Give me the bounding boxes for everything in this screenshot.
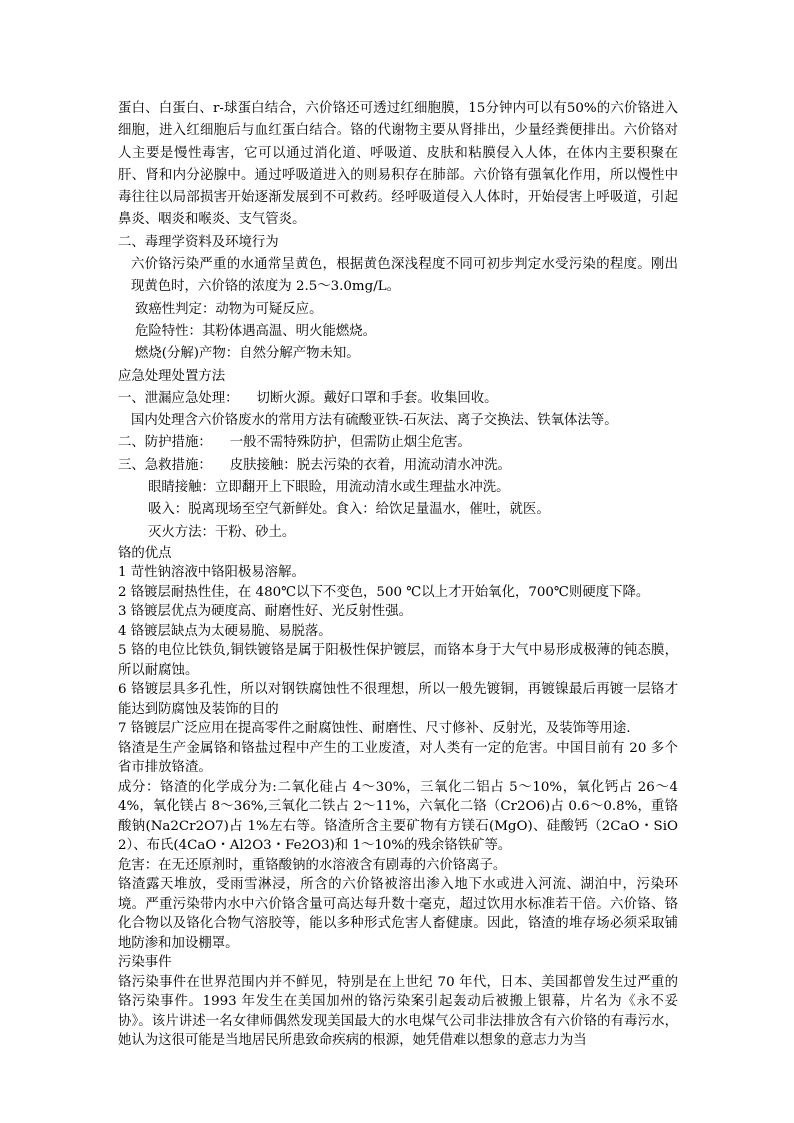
heading-toxicology: 二、毒理学资料及环境行为 (118, 234, 279, 250)
heading-chromium-advantages: 铬的优点 (118, 545, 172, 561)
list-item-3: 3 铬镀层优点为硬度高、耐磨性好、光反射性强。 (118, 604, 412, 620)
protection-label: 二、防护措施： (118, 435, 212, 451)
paragraph-slag-hazard: 危害：在无还原剂时，重铬酸钠的水溶液含有剧毒的六价铬离子。 (118, 857, 507, 873)
skin-contact-text: 皮肤接触：脱去污染的衣着，用流动清水冲洗。 (229, 457, 511, 473)
paragraph-inhalation: 吸入：脱离现场至空气新鲜处。食入：给饮足量温水，催吐，就医。 (148, 502, 550, 518)
paragraph-combustion: 燃烧(分解)产物：自然分解产物未知。 (135, 346, 360, 362)
document-page (118, 98, 678, 1051)
heading-pollution-events: 污染事件 (118, 955, 172, 971)
paragraph-hazard: 危险特性：其粉体遇高温、明火能燃烧。 (135, 323, 377, 339)
leak-handling-text: 切断火源。戴好口罩和手套。收集回收。 (256, 390, 498, 406)
protection-text: 一般不需特殊防护，但需防止烟尘危害。 (229, 435, 471, 451)
list-item-2: 2 铬镀层耐热性佳，在 480℃以下不变色，500 ℃以上才开始氧化，700℃则硬度下降。 (118, 584, 650, 600)
paragraph-protection (118, 432, 678, 454)
list-item-7: 7 铬镀层广泛应用在提高零件之耐腐蚀性、耐磨性、尺寸修补、反射光，及装饰等用途. (118, 721, 631, 737)
leak-handling-label: 一、泄漏应急处理： (118, 390, 239, 406)
paragraph-chromium-metabolism: 蛋白、白蛋白、r-球蛋白结合，六价铬还可透过红细胞膜，15分钟内可以有50%的六价铬进入细胞，进入红细胞后与血红蛋白结合。铬的代谢物主要从肾排出，少量经粪便排出。六价铬对人主要是慢性毒害，它可以通过消化道、呼吸道、皮肤和粘膜侵入人体，在体内主要积聚在肝、肾和内分泌腺中。通过呼吸道进入的则易积存在肺部。六价铬有强氧化作用，所以慢性中毒往往以局部损害开始逐渐发展到不可救药。经呼吸道侵入人体时，开始侵害上呼吸道，引起鼻炎、咽炎和喉炎、支气管炎。 (118, 101, 678, 228)
paragraph-treatment-methods: 国内处理含六价铬废水的常用方法有硫酸亚铁-石灰法、离子交换法、铁氧体法等。 (131, 413, 618, 429)
paragraph-slag-storage: 铬渣露天堆放，受雨雪淋浸，所含的六价铬被溶出渗入地下水或进入河流、湖泊中，污染环境。严重污染带内水中六价铬含量可高达每升数十毫克，超过饮用水标准若干倍。六价铬、铬化合物以及铬化合物气溶胶等，能以多种形式危害人畜健康。因此，铬渣的堆存场必须采取铺地防渗和加设棚罩。 (118, 877, 678, 951)
list-item-4: 4 铬镀层缺点为太硬易脆、易脱落。 (118, 623, 332, 639)
paragraph-carcinogenicity: 致癌性判定：动物为可疑反应。 (135, 301, 323, 317)
paragraph-first-aid (118, 455, 678, 477)
paragraph-chromium-slag: 铬渣是生产金属铬和铬盐过程中产生的工业废渣，对人类有一定的危害。中国目前有 20 多个省市排放铬渣。 (118, 740, 678, 776)
list-item-5: 5 铬的电位比铁负,铜铁镀铬是属于阳极性保护镀层，而铬本身于大气中易形成极薄的钝态膜，所以耐腐蚀。 (118, 643, 678, 678)
paragraph-yellow-water: 六价铬污染严重的水通常呈黄色，根据黄色深浅程度不同可初步判定水受污染的程度。刚出现黄色时，六价铬的浓度为 2.5～3.0mg/L。 (131, 257, 678, 295)
paragraph-eye-contact: 眼睛接触：立即翻开上下眼睑，用流动清水或生理盐水冲洗。 (148, 480, 510, 496)
paragraph-pollution-events: 铬污染事件在世界范围内并不鲜见，特别是在上世纪 70 年代，日本、美国都曾发生过严重的铬污染事件。1993 年发生在美国加州的铬污染案引起轰动后被搬上银幕，片名为《永不妥协》。该片讲述一名女律师偶然发现美国最大的水电煤气公司非法排放含有六价铬的有毒污水，她认为这很可能是当地居民所患致命疾病的根源，她凭借难以想象的意志力为当 (118, 974, 678, 1049)
paragraph-slag-composition: 成分：铬渣的化学成分为:二氧化硅占 4～30%，三氧化二铝占 5～10%，氧化钙占 26～44%，氧化镁占 8～36%,三氧化二铁占 2～11%，六氧化二铬（Cr2O6)占 0.6～0.8%，重铬酸钠(Na2Cr2O7)占 1%左右等。铬渣所含主要矿物有方镁石(MgO)、硅酸钙（2CaO・SiO2）、布氏(4CaO・Al2O3・Fe2O3)和 1～10%的残余铬铁矿等。 (118, 779, 678, 854)
list-item-1: 1 苛性钠溶液中铬阳极易溶解。 (118, 565, 305, 581)
list-item-6: 6 铬镀层具多孔性，所以对钢铁腐蚀性不很理想，所以一般先镀铜，再镀镍最后再镀一层铬才能达到防腐蚀及装饰的目的 (118, 682, 678, 717)
heading-emergency: 应急处理处置方法 (118, 368, 226, 384)
paragraph-fire-fighting: 灭火方法：干粉、砂土。 (148, 524, 296, 540)
first-aid-label: 三、急救措施： (118, 457, 212, 473)
paragraph-leak-handling (118, 388, 678, 410)
